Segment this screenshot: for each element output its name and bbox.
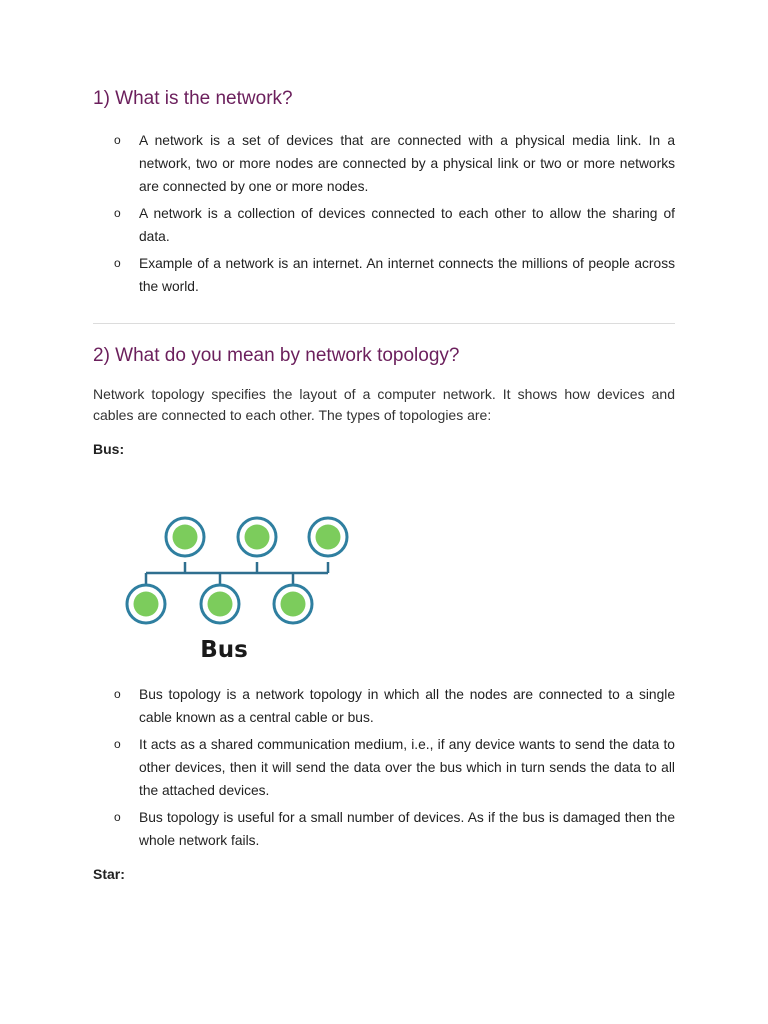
bullet-marker-icon: o [114,810,121,824]
node [166,518,204,556]
section1-heading: 1) What is the network? [93,88,293,109]
bus-diagram-caption: Bus [200,637,248,663]
list-item [114,806,675,852]
bus-topology-diagram [118,505,358,670]
section2-heading: 2) What do you mean by network topology? [93,345,460,366]
section1-bullet-list [114,129,675,302]
topology-intro-paragraph: Network topology specifies the layout of a computer network. It shows how devices and cables are connected to each other. The types of topologies are: [93,386,675,423]
bullet-text: A network is a set of devices that are connected with a physical media link. In a network, two or more nodes are connected by a physical link or two or more networks are connected by one or more nodes. [139,133,675,194]
list-item [114,733,675,802]
node [201,585,239,623]
bullet-text: It acts as a shared communication medium, i.e., if any device wants to send the data to other devices, then it will send the data over the bus which in turn sends the data to all the attached devices. [139,737,675,798]
list-item [114,129,675,198]
star-subheading: Star: [93,866,125,882]
node [127,585,165,623]
node [274,585,312,623]
section-divider [93,323,675,324]
bullet-text: Bus topology is useful for a small number of devices. As if the bus is damaged then the whole network fails. [139,810,675,848]
bus-subheading: Bus: [93,441,125,457]
list-item [114,202,675,248]
node [309,518,347,556]
node [238,518,276,556]
bullet-marker-icon: o [114,206,121,220]
bus-cable [146,562,328,585]
bullet-marker-icon: o [114,133,121,147]
list-item [114,252,675,298]
bullet-marker-icon: o [114,687,121,701]
bullet-text: Example of a network is an internet. An internet connects the millions of people across the world. [139,256,675,294]
bullet-text: Bus topology is a network topology in which all the nodes are connected to a single cable known as a central cable or bus. [139,687,675,725]
bullet-marker-icon: o [114,737,121,751]
bullet-marker-icon: o [114,256,121,270]
list-item [114,683,675,729]
bullet-text: A network is a collection of devices connected to each other to allow the sharing of data. [139,206,675,244]
bus-bullet-list [114,683,675,856]
